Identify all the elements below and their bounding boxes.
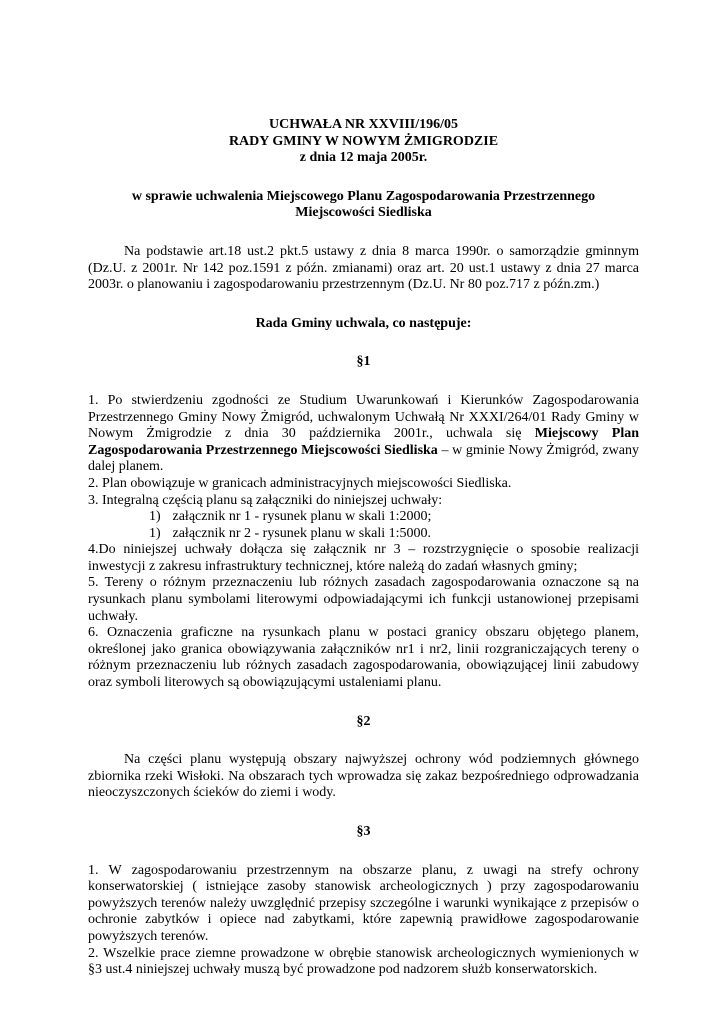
list-number: 1)	[149, 509, 161, 525]
section-1-paragraph-2: 2. Plan obowiązuje w granicach administracyjnych miejscowości Siedliska.	[88, 475, 512, 491]
section-3-paragraph-1: 1. W zagospodarowaniu przestrzennym na obszarze planu, z uwagi na strefy ochrony konserwatorskiej ( istniejące zasoby stanowisk archeologicznych ) przy zagospodarowaniu powyższych terenów należy uwzględnić przepisy szczególne i warunki wynikające z przepisów o ochronie zabytków i opiece nad zabytkami, które zapewnią prawidłowe zagospodarowanie powyższych terenów.	[88, 862, 639, 944]
section-1-paragraph-6: 6. Oznaczenia graficzne na rysunkach planu w postaci granicy obszaru objętego planem, określonej jako granica obowiązywania załączników nr1 i nr2, linii rozgraniczających tereny o różnym przeznaczeniu lub różnych zasadach zagospodarowania, obowiązującej linii zabudowy oraz symboli literowych są obowiązującymi ustaleniami planu.	[88, 625, 639, 691]
list-number: 1)	[149, 525, 161, 541]
resolution-subject	[88, 189, 639, 222]
section-1-p1-end: – w gminie Nowy Żmigród, zwany dalej planem.	[88, 442, 639, 475]
section-1-heading: §1	[356, 354, 371, 370]
document-page	[88, 117, 639, 979]
section-3-heading: §3	[356, 824, 371, 839]
resolution-number: UCHWAŁA NR XXVIII/196/05	[268, 117, 459, 132]
section-2-paragraph-1: Na części planu występują obszary najwyższej ochrony wód podziemnych głównego zbiornika rzeki Wisłoki. Na obszarach tych wprowadza się zakaz bezpośredniego odprowadzania nieoczyszczonych ścieków do ziemi i wody.	[88, 752, 639, 801]
section-3	[88, 863, 639, 979]
council-name: RADY GMINY W NOWYM ŻMIGRODZIE	[228, 133, 499, 149]
attachment-list-item	[88, 526, 639, 543]
section-1	[88, 393, 639, 692]
resolution-header	[88, 117, 639, 167]
section-1-paragraph-4: 4.Do niniejszej uchwały dołącza się załącznik nr 3 – rozstrzygnięcie o sposobie realizacji inwestycji z zakresu infrastruktury technicznej, które należą do zadań własnych gminy;	[88, 542, 639, 574]
section-1-paragraph-3: 3. Integralną częścią planu są załączniki do niniejszej uchwały:	[88, 492, 443, 508]
attachment-list-item	[88, 509, 639, 526]
subject-line-1: w sprawie uchwalenia Miejscowego Planu Zagospodarowania Przestrzennego	[131, 188, 596, 204]
section-1-p1-text: 1. Po stwierdzeniu zgodności ze Studium Uwarunkowań i Kierunków Zagospodarowania Przestrzennego Gminy Nowy Żmigród, uchwalonym Uchwałą Nr XXXI/264/01 Rady Gminy w Nowym Żmigrodzie z dnia 30 października 2001r., uchwala się	[88, 392, 639, 442]
legal-basis: Na podstawie art.18 ust.2 pkt.5 ustawy z dnia 8 marca 1990r. o samorządzie gminnym (Dz.U. z 2001r. Nr 142 poz.1591 z późn. zmianami) oraz art. 20 ust.1 ustawy z dnia 27 marca 2003r. o planowaniu i zagospodarowaniu przestrzennym (Dz.U. Nr 80 poz.717 z późn.zm.)	[88, 243, 639, 293]
plan-name: Miejscowy Plan Zagospodarowania Przestrzennego Miejscowości Siedliska	[88, 426, 639, 458]
resolution-date: z dnia 12 maja 2005r.	[299, 150, 428, 166]
section-2-heading: §2	[356, 713, 371, 729]
subject-line-2: Miejscowości Siedliska	[295, 205, 432, 221]
section-1-paragraph-1	[88, 393, 639, 476]
section-1-paragraph-5: 5. Tereny o różnym przeznaczeniu lub różnych zasadach zagospodarowania oznaczone są na rysunkach planu symbolami literowymi odpowiadającymi ich funkcji ustanowionej przepisami uchwały.	[88, 575, 639, 624]
list-text: załącznik nr 1 - rysunek planu w skali 1:2000;	[172, 509, 432, 525]
section-3-paragraph-2: 2. Wszelkie prace ziemne prowadzone w obrębie stanowisk archeologicznych wymienionych w §3 ust.4 niniejszej uchwały muszą być prowadzone pod nadzorem służb konserwatorskich.	[88, 945, 639, 978]
list-text: załącznik nr 2 - rysunek planu w skali 1:5000.	[172, 525, 432, 541]
resolves-statement: Rada Gminy uchwala, co następuje:	[255, 315, 472, 331]
